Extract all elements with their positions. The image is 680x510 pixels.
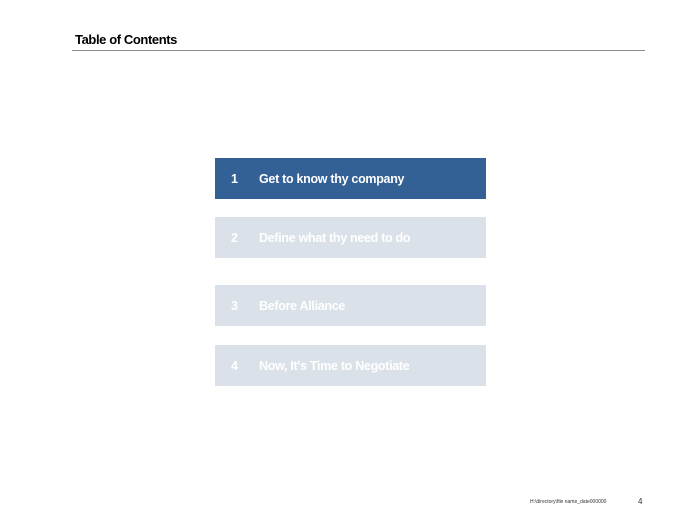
- toc-item-label: Define what thy need to do: [259, 230, 411, 245]
- footer-file-path: H:\directory\file name_date000000: [530, 499, 607, 505]
- toc-item-3[interactable]: [215, 285, 486, 326]
- toc-item-label: Before Alliance: [259, 298, 346, 313]
- toc-item-number: 1: [231, 171, 238, 186]
- toc-item-2[interactable]: [215, 217, 486, 258]
- slide-title: Table of Contents: [75, 32, 178, 47]
- toc-item-number: 3: [231, 298, 238, 313]
- page-number: 4: [638, 497, 643, 506]
- toc-item-label: Now, It's Time to Negotiate: [259, 358, 410, 373]
- toc-item-4[interactable]: [215, 345, 486, 386]
- toc-item-number: 4: [231, 358, 238, 373]
- toc-item-1[interactable]: [215, 158, 486, 199]
- toc-item-label: Get to know thy company: [259, 171, 405, 186]
- title-divider: [72, 50, 645, 51]
- toc-item-number: 2: [231, 230, 238, 245]
